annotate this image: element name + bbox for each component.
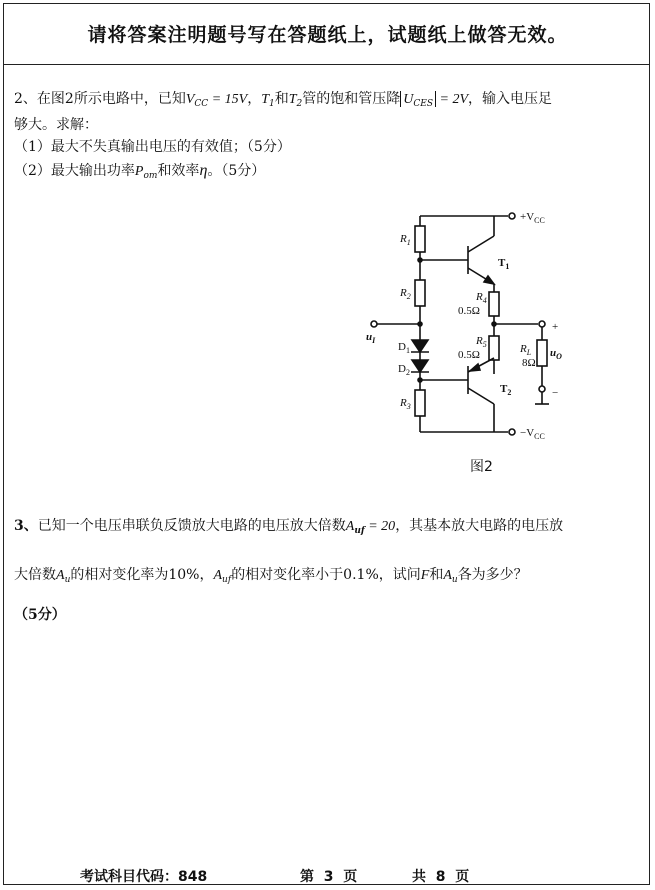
q2-text-c: 和 bbox=[274, 91, 289, 107]
question-2-part-1: （1）最大不失真输出电压的有效值；（5分） bbox=[14, 139, 291, 155]
f-symbol: F bbox=[420, 568, 430, 583]
vcc-negative-label: $-V_{CC}$ bbox=[520, 427, 545, 441]
t1-subscript: 1 bbox=[268, 99, 275, 109]
exam-notice: 请将答案注明题号写在答题纸上，试题纸上做答无效。 bbox=[87, 24, 568, 46]
q2-text-d: 管的饱和管压降 bbox=[302, 91, 401, 107]
r4-label: $R_4$ bbox=[476, 291, 487, 305]
r1-label: $R_1$ bbox=[400, 233, 411, 247]
question-3-line-1 bbox=[14, 515, 563, 535]
q3-line2-c: 的相对变化率小于0.1%，试问 bbox=[231, 567, 421, 583]
total-label-b: 页 bbox=[455, 869, 470, 885]
pom-symbol: P bbox=[134, 164, 144, 179]
d1-label: $D_1$ bbox=[398, 341, 410, 355]
uces-expression bbox=[400, 91, 436, 107]
question-3-number: 3、 bbox=[14, 518, 38, 534]
r5-value: 0.5Ω bbox=[458, 349, 480, 361]
question-3-line-2 bbox=[14, 564, 528, 584]
q3-line2-b: 的相对变化率为10%， bbox=[70, 567, 214, 583]
figure-caption: 图2 bbox=[470, 459, 493, 475]
r5-label: $R_5$ bbox=[476, 335, 487, 349]
uces-subscript: CES bbox=[413, 99, 433, 109]
circuit-diagram bbox=[360, 200, 590, 460]
q2-part2-a: （2）最大输出功率 bbox=[14, 163, 135, 179]
page-label-b: 页 bbox=[343, 869, 358, 885]
au2-subscript: u bbox=[451, 575, 458, 585]
page-total: 8 bbox=[435, 869, 446, 885]
q2-text-b: ， bbox=[247, 91, 262, 107]
question-2-part-2 bbox=[14, 160, 265, 180]
r2-label: $R_2$ bbox=[400, 287, 411, 301]
page-current: 3 bbox=[323, 869, 334, 885]
d2-label: $D_2$ bbox=[398, 363, 410, 377]
au2-symbol: A bbox=[443, 568, 452, 583]
subject-code: 考试科目代码：848 bbox=[80, 869, 208, 885]
auf-value: = 20 bbox=[364, 519, 396, 534]
pom-subscript: om bbox=[143, 171, 158, 181]
rl-value: 8Ω bbox=[522, 357, 536, 369]
total-label-a: 共 bbox=[412, 869, 426, 885]
question-3-score: （5分） bbox=[14, 607, 66, 623]
q2-text-e: ，输入电压足 bbox=[468, 91, 552, 107]
t2-label: $T_2$ bbox=[500, 383, 512, 397]
auf2-subscript: uf bbox=[222, 575, 232, 585]
uces-symbol: U bbox=[403, 92, 414, 107]
vcc-value: = 15V bbox=[208, 92, 248, 107]
t1-symbol: T bbox=[261, 92, 269, 107]
q2-part2-b: 和效率 bbox=[157, 163, 200, 179]
uces-value: = 2V bbox=[436, 92, 468, 107]
question-2-line-2: 够大。求解： bbox=[14, 117, 98, 133]
q2-part2-c: 。（5分） bbox=[207, 163, 266, 179]
q3-line2-d: 和 bbox=[429, 567, 444, 583]
t2-symbol: T bbox=[288, 92, 297, 107]
auf-symbol: A bbox=[345, 519, 355, 534]
q3-text-a: 已知一个电压串联负反馈放大电路的电压放大倍数 bbox=[37, 518, 346, 534]
au-subscript: u bbox=[64, 575, 71, 585]
auf2-symbol: A bbox=[213, 568, 223, 583]
vcc-subscript: CC bbox=[194, 99, 209, 109]
output-minus-sign: − bbox=[552, 387, 559, 399]
input-voltage-label: $u_I$ bbox=[366, 331, 376, 345]
vcc-symbol: V bbox=[185, 92, 195, 107]
q2-text-a: 在图2所示电路中，已知 bbox=[36, 91, 186, 107]
total-pages bbox=[412, 866, 469, 886]
page-indicator bbox=[300, 866, 357, 886]
header-divider bbox=[3, 64, 650, 65]
vcc-positive-label: $+V_{CC}$ bbox=[520, 211, 545, 225]
rl-label: $R_L$ bbox=[520, 343, 532, 357]
output-voltage-label: $u_O$ bbox=[550, 347, 562, 361]
q3-line2-a: 大倍数 bbox=[14, 567, 56, 583]
t1-label: $T_1$ bbox=[498, 257, 510, 271]
r3-label: $R_3$ bbox=[400, 397, 411, 411]
t2-subscript: 2 bbox=[296, 99, 303, 109]
q3-line2-e: 各为多少？ bbox=[457, 567, 528, 583]
r4-value: 0.5Ω bbox=[458, 305, 480, 317]
page-label-a: 第 bbox=[300, 869, 314, 885]
eta-symbol: η bbox=[199, 162, 208, 179]
q3-text-b: ，其基本放大电路的电压放 bbox=[395, 518, 564, 534]
au-symbol: A bbox=[56, 568, 65, 583]
auf-subscript: uf bbox=[354, 526, 365, 536]
output-plus-sign: + bbox=[552, 321, 559, 333]
question-2-number: 2、 bbox=[14, 91, 37, 107]
question-2-line-1 bbox=[14, 88, 552, 108]
